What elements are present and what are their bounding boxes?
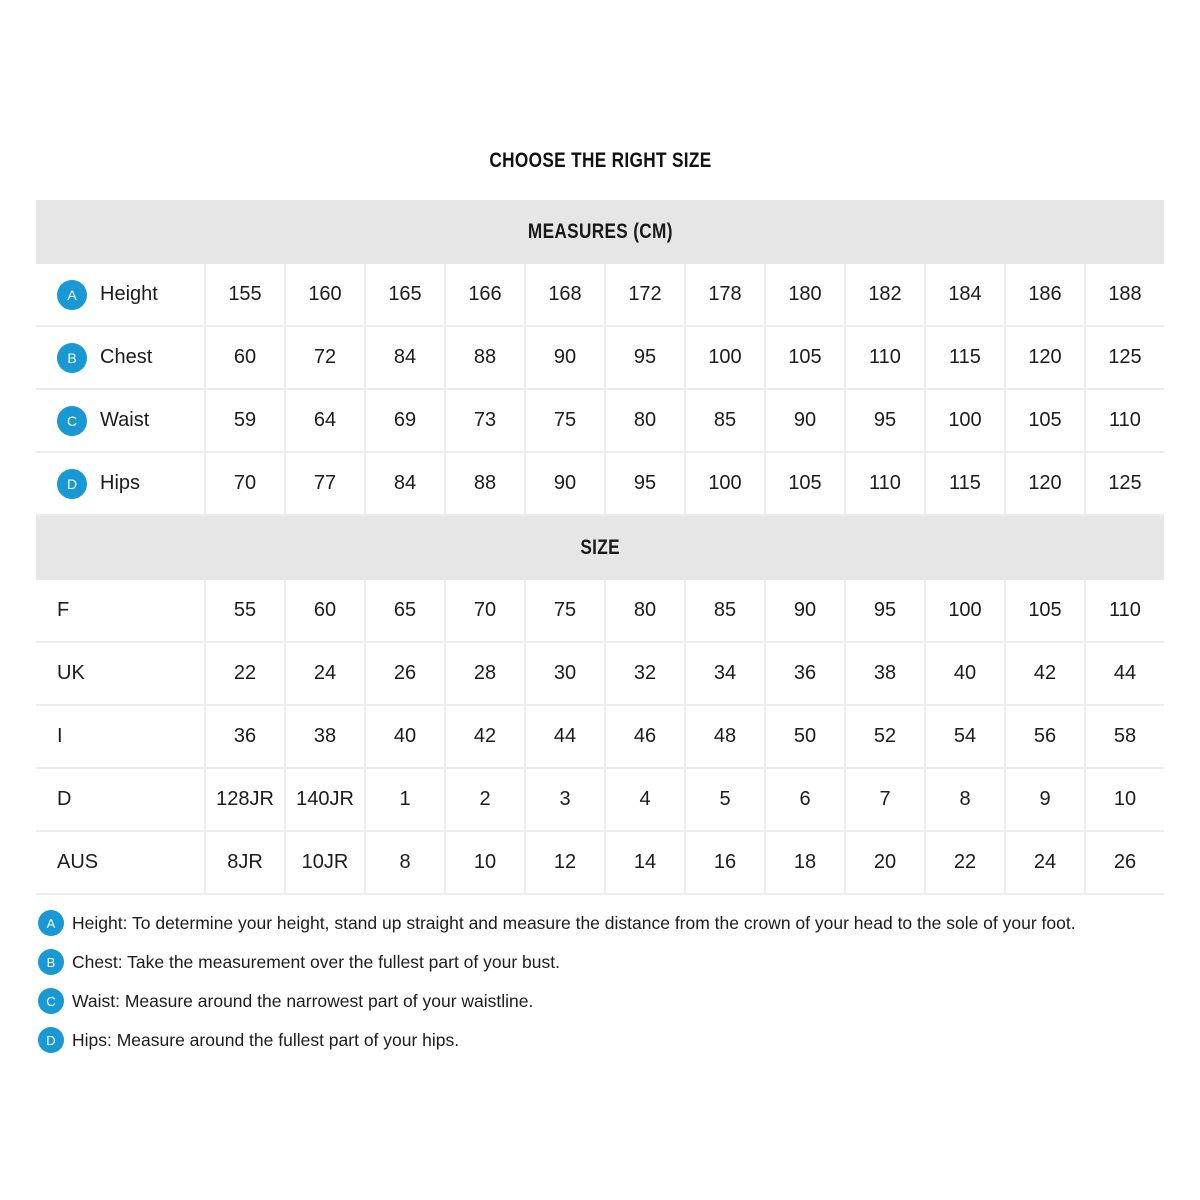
table-cell: 56: [1004, 706, 1084, 767]
table-cell: 110: [1084, 390, 1164, 451]
table-cell: 100: [684, 453, 764, 514]
row-label-uk: [36, 643, 204, 704]
table-cell: 16: [684, 832, 764, 893]
table-cell: 105: [764, 453, 844, 514]
table-cell: 22: [204, 643, 284, 704]
table-cell: 10: [1084, 769, 1164, 830]
page-title-text: CHOOSE THE RIGHT SIZE: [488, 149, 712, 172]
table-cell: 36: [204, 706, 284, 767]
table-cell: 55: [204, 580, 284, 641]
table-cell: 26: [1084, 832, 1164, 893]
row-label-text: AUS: [57, 851, 99, 873]
table-cell: 95: [604, 453, 684, 514]
table-cell: 10: [444, 832, 524, 893]
note-b-badge: B: [38, 949, 64, 975]
table-cell: 73: [444, 390, 524, 451]
table-cell: 100: [924, 390, 1004, 451]
table-cell: 70: [204, 453, 284, 514]
table-cell: 3: [524, 769, 604, 830]
row-label-text: F: [57, 599, 70, 621]
measure-d-badge: D: [57, 469, 87, 499]
table-cell: 59: [204, 390, 284, 451]
table-cell: 115: [924, 327, 1004, 388]
table-cell: 80: [604, 390, 684, 451]
table-cell: 95: [844, 390, 924, 451]
table-cell: 100: [924, 580, 1004, 641]
note-text: Hips: Measure around the fullest part of your hips.: [72, 1029, 460, 1050]
table-cell: 64: [284, 390, 364, 451]
table-cell: 160: [284, 264, 364, 325]
measures-section-header-text: MEASURES (CM): [527, 220, 673, 243]
table-cell: 6: [764, 769, 844, 830]
table-cell: 50: [764, 706, 844, 767]
table-cell: 72: [284, 327, 364, 388]
table-cell: 5: [684, 769, 764, 830]
row-label-text: Height: [100, 283, 158, 305]
table-cell: 28: [444, 643, 524, 704]
page-title: [0, 149, 1200, 173]
table-cell: 40: [364, 706, 444, 767]
row-label-aus: [36, 832, 204, 893]
row-label-text: I: [57, 725, 63, 747]
note-c-badge: C: [38, 988, 64, 1014]
table-cell: 110: [844, 327, 924, 388]
table-cell: 30: [524, 643, 604, 704]
table-cell: 110: [1084, 580, 1164, 641]
table-cell: 188: [1084, 264, 1164, 325]
note-height: [38, 910, 1076, 936]
measure-b-badge: B: [57, 343, 87, 373]
note-text: Waist: Measure around the narrowest part of your waistline.: [72, 990, 534, 1011]
table-cell: 69: [364, 390, 444, 451]
table-cell: 48: [684, 706, 764, 767]
table-cell: 90: [764, 390, 844, 451]
table-cell: 125: [1084, 453, 1164, 514]
table-cell: 85: [684, 580, 764, 641]
table-cell: 155: [204, 264, 284, 325]
table-cell: 1: [364, 769, 444, 830]
table-cell: 100: [684, 327, 764, 388]
table-cell: 105: [1004, 580, 1084, 641]
table-cell: 75: [524, 580, 604, 641]
table-cell: 7: [844, 769, 924, 830]
row-label-waist: [36, 390, 204, 451]
table-cell: 120: [1004, 453, 1084, 514]
table-cell: 184: [924, 264, 1004, 325]
table-cell: 44: [1084, 643, 1164, 704]
table-cell: 84: [364, 327, 444, 388]
measures-row-chest: [36, 327, 1164, 390]
table-cell: 8: [924, 769, 1004, 830]
table-cell: 46: [604, 706, 684, 767]
table-cell: 165: [364, 264, 444, 325]
note-chest: [38, 949, 1076, 975]
table-cell: 58: [1084, 706, 1164, 767]
table-cell: 172: [604, 264, 684, 325]
table-cell: 120: [1004, 327, 1084, 388]
size-row-f: [36, 580, 1164, 643]
table-cell: 90: [524, 327, 604, 388]
table-cell: 60: [284, 580, 364, 641]
measure-c-badge: C: [57, 406, 87, 436]
table-cell: 20: [844, 832, 924, 893]
table-cell: 38: [284, 706, 364, 767]
table-cell: 178: [684, 264, 764, 325]
table-cell: 18: [764, 832, 844, 893]
row-label-chest: [36, 327, 204, 388]
measurement-notes: [38, 910, 1076, 1066]
table-cell: 34: [684, 643, 764, 704]
table-cell: 180: [764, 264, 844, 325]
table-cell: 115: [924, 453, 1004, 514]
note-text: Chest: Take the measurement over the fullest part of your bust.: [72, 951, 560, 972]
size-section-header: [36, 516, 1164, 580]
table-cell: 4: [604, 769, 684, 830]
table-cell: 24: [1004, 832, 1084, 893]
row-label-f: [36, 580, 204, 641]
size-row-d: [36, 769, 1164, 832]
table-cell: 110: [844, 453, 924, 514]
table-cell: 90: [524, 453, 604, 514]
table-cell: 12: [524, 832, 604, 893]
table-cell: 125: [1084, 327, 1164, 388]
table-cell: 9: [1004, 769, 1084, 830]
row-label-text: UK: [57, 662, 85, 684]
table-cell: 65: [364, 580, 444, 641]
row-label-text: Hips: [100, 472, 141, 494]
table-cell: 85: [684, 390, 764, 451]
table-cell: 36: [764, 643, 844, 704]
table-cell: 128JR: [204, 769, 284, 830]
row-label-i: [36, 706, 204, 767]
table-cell: 26: [364, 643, 444, 704]
note-text: Height: To determine your height, stand up straight and measure the distance from the crown of your head to the sole of your foot.: [72, 912, 1076, 933]
table-cell: 88: [444, 453, 524, 514]
table-cell: 22: [924, 832, 1004, 893]
table-cell: 186: [1004, 264, 1084, 325]
table-cell: 40: [924, 643, 1004, 704]
table-cell: 95: [604, 327, 684, 388]
measure-a-badge: A: [57, 280, 87, 310]
table-cell: 105: [764, 327, 844, 388]
table-cell: 2: [444, 769, 524, 830]
measures-section-header: [36, 200, 1164, 264]
table-cell: 44: [524, 706, 604, 767]
table-cell: 84: [364, 453, 444, 514]
table-cell: 95: [844, 580, 924, 641]
table-cell: 60: [204, 327, 284, 388]
measures-row-waist: [36, 390, 1164, 453]
size-section-header-text: SIZE: [580, 536, 620, 559]
table-cell: 42: [1004, 643, 1084, 704]
row-label-height: [36, 264, 204, 325]
size-row-i: [36, 706, 1164, 769]
table-cell: 8JR: [204, 832, 284, 893]
note-a-badge: A: [38, 910, 64, 936]
size-row-uk: [36, 643, 1164, 706]
table-cell: 140JR: [284, 769, 364, 830]
table-cell: 14: [604, 832, 684, 893]
table-cell: 168: [524, 264, 604, 325]
table-cell: 32: [604, 643, 684, 704]
row-label-text: D: [57, 788, 72, 810]
row-label-text: Chest: [100, 346, 153, 368]
table-cell: 38: [844, 643, 924, 704]
table-cell: 77: [284, 453, 364, 514]
table-cell: 75: [524, 390, 604, 451]
table-cell: 88: [444, 327, 524, 388]
table-cell: 166: [444, 264, 524, 325]
size-row-aus: [36, 832, 1164, 895]
table-cell: 10JR: [284, 832, 364, 893]
note-waist: [38, 988, 1076, 1014]
table-cell: 182: [844, 264, 924, 325]
note-d-badge: D: [38, 1027, 64, 1053]
table-cell: 54: [924, 706, 1004, 767]
measures-row-hips: [36, 453, 1164, 516]
table-cell: 42: [444, 706, 524, 767]
size-chart-table: [36, 200, 1164, 895]
table-cell: 24: [284, 643, 364, 704]
note-hips: [38, 1027, 1076, 1053]
row-label-d: [36, 769, 204, 830]
row-label-text: Waist: [100, 409, 150, 431]
measures-row-height: [36, 264, 1164, 327]
table-cell: 52: [844, 706, 924, 767]
table-cell: 80: [604, 580, 684, 641]
table-cell: 70: [444, 580, 524, 641]
table-cell: 105: [1004, 390, 1084, 451]
table-cell: 8: [364, 832, 444, 893]
table-cell: 90: [764, 580, 844, 641]
row-label-hips: [36, 453, 204, 514]
